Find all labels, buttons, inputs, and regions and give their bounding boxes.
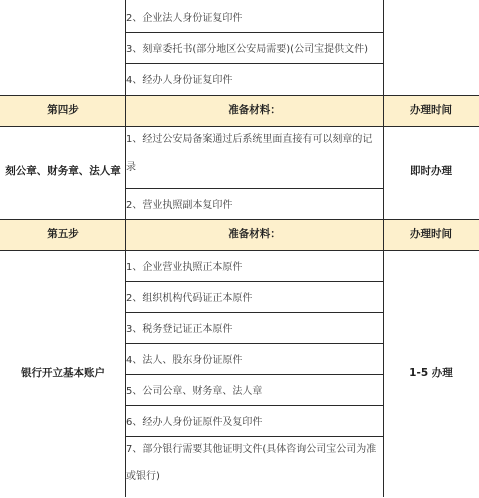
step3-item: 4、经办人身份证复印件 (126, 75, 233, 86)
step4-time: 即时办理 (410, 165, 452, 177)
step5-time-header: 办理时间 (410, 228, 452, 240)
row-divider (126, 436, 383, 437)
step5-name: 银行开立基本账户 (21, 367, 105, 379)
step4-time-header: 办理时间 (410, 104, 452, 116)
row-divider (126, 188, 383, 189)
row-divider (126, 374, 383, 375)
step3-item: 3、刻章委托书(部分地区公安局需要)(公司宝提供文件) (126, 44, 368, 55)
row-divider (126, 343, 383, 344)
step4-item: 1、经过公安局备案通过后系统里面直接有可以刻章的记录 (126, 134, 373, 173)
step4-item: 2、营业执照副本复印件 (126, 200, 233, 211)
row-divider (0, 219, 479, 220)
step5-time: 1-5 办理 (409, 367, 453, 379)
step4-name: 刻公章、财务章、法人章 (5, 165, 121, 177)
row-divider (126, 32, 383, 33)
step5-item: 7、部分银行需要其他证明文件(具体咨询公司宝公司为准或银行) (126, 444, 377, 482)
row-divider (126, 405, 383, 406)
row-divider (0, 95, 479, 96)
row-divider (126, 63, 383, 64)
column-divider (125, 0, 126, 497)
step5-item: 1、企业营业执照正本原件 (126, 262, 243, 273)
step5-item: 4、法人、股东身份证原件 (126, 355, 243, 366)
step4-step-label: 第四步 (47, 104, 79, 116)
row-divider (126, 281, 383, 282)
step5-item: 6、经办人身份证原件及复印件 (126, 417, 263, 428)
step5-materials-header: 准备材料： (228, 228, 281, 240)
step5-item: 5、公司公章、财务章、法人章 (126, 386, 263, 397)
row-divider (0, 250, 479, 251)
step5-step-label: 第五步 (47, 228, 79, 240)
step3-item: 2、企业法人身份证复印件 (126, 13, 243, 24)
step4-materials-header: 准备材料： (228, 104, 281, 116)
step5-item: 2、组织机构代码证正本原件 (126, 293, 253, 304)
column-divider (383, 0, 384, 497)
row-divider (0, 126, 479, 127)
row-divider (126, 312, 383, 313)
step5-item: 3、税务登记证正本原件 (126, 324, 233, 335)
